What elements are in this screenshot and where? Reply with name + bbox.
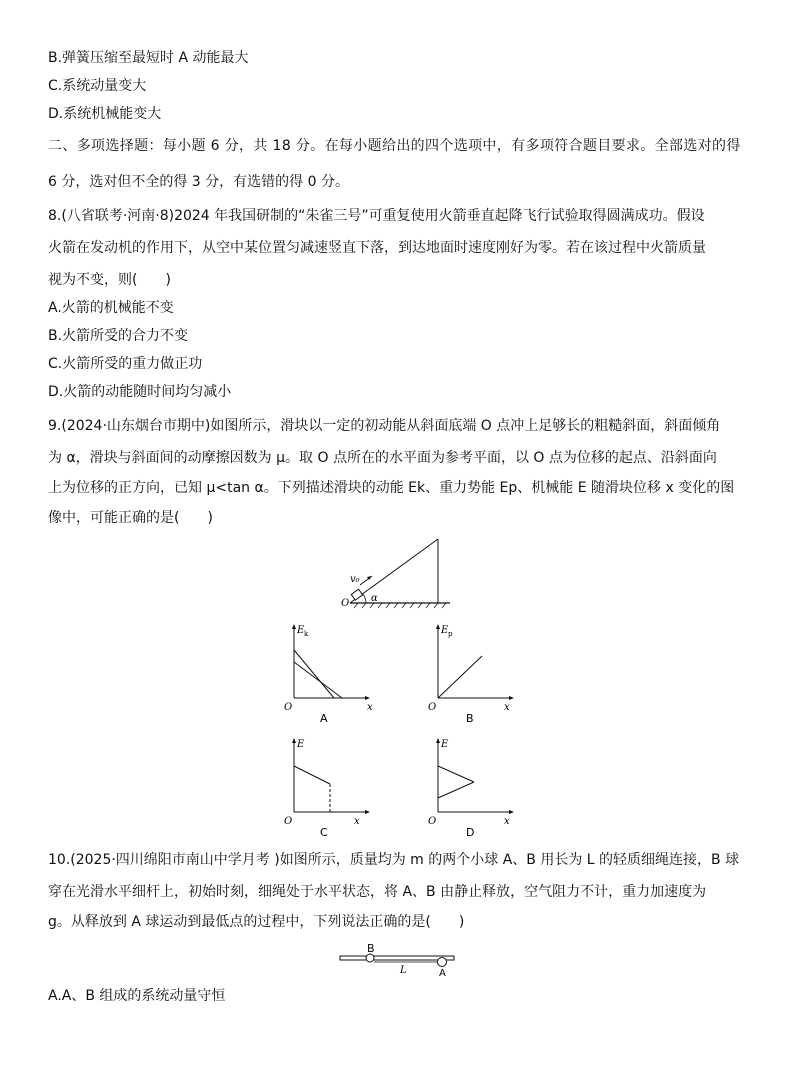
graph-b-line (438, 656, 482, 698)
v0-label: v₀ (350, 574, 360, 585)
graph-d-y-arrow (436, 738, 440, 743)
q8-stem-line-1: 8.(八省联考·河南·8)2024 年我国研制的“朱雀三号”可重复使用火箭垂直起降飞行试验取得圆满成功。假设 (48, 208, 705, 224)
q9-stem-line-3: 上为位移的正方向，已知 μ<tan α。下列描述滑块的动能 Ek、重力势能 Ep、机械能 E 随滑块位移 x 变化的图 (48, 480, 735, 496)
graph-b-x-arrow (509, 696, 514, 700)
graph-a (282, 620, 382, 732)
q10-option-a: A.A、B 组成的系统动量守恒 (48, 988, 226, 1004)
graph-b (426, 620, 526, 732)
q10-stem-line-1: 10.(2025·四川绵阳市南山中学月考 )如图所示，质量均为 m 的两个小球 A、B 用长为 L 的轻质细绳连接，B 球 (48, 852, 740, 868)
graph-a-y-arrow (292, 624, 296, 629)
graph-a-ysub: k (304, 630, 309, 638)
graph-a-ylabel: E (297, 625, 305, 636)
graph-a-xlabel: x (367, 702, 373, 713)
q8-stem-line-3: 视为不变，则( ) (48, 272, 171, 288)
slider-block (351, 589, 362, 600)
graph-c-y-arrow (292, 738, 296, 743)
q9-stem-line-2: 为 α，滑块与斜面间的动摩擦因数为 μ。取 O 点所在的水平面为参考平面，以 O 点为位移的起点、沿斜面向 (48, 450, 717, 466)
graph-c-caption: C (320, 826, 328, 839)
q9-stem-line-4: 像中，可能正确的是( ) (48, 510, 213, 526)
ball-b (366, 954, 374, 962)
section-2-heading: 二、多项选择题：每小题 6 分，共 18 分。在每小题给出的四个选项中，有多项符合题目要求。全部选对的得 (48, 138, 741, 154)
graph-d-x-arrow (509, 810, 514, 814)
graph-b-xlabel: x (504, 702, 510, 713)
q9-stem-line-1: 9.(2024·山东烟台市期中)如图所示，滑块以一定的初动能从斜面底端 O 点冲上足够长的粗糙斜面，斜面倾角 (48, 418, 721, 434)
graph-a-line-up (294, 650, 334, 698)
q8-option-a: A.火箭的机械能不变 (48, 300, 174, 316)
incline-figure (340, 535, 455, 610)
graph-d-line-back (438, 782, 474, 798)
graph-c-xlabel: x (354, 816, 360, 827)
graph-d (426, 734, 526, 846)
graph-c-line (294, 766, 330, 784)
q10-stem-line-2: 穿在光滑水平细杆上，初始时刻，细绳处于水平状态，将 A、B 由静止释放，空气阻力不计，重力加速度为 (48, 884, 707, 900)
ball-a (438, 958, 447, 967)
graph-c (282, 734, 382, 846)
graph-d-ylabel: E (441, 739, 449, 750)
graph-b-ysub: p (448, 630, 453, 638)
graph-a-line-down (294, 662, 342, 698)
q10-stem-line-3: g。从释放到 A 球运动到最低点的过程中，下列说法正确的是( ) (48, 914, 465, 930)
q8-stem-line-2: 火箭在发动机的作用下，从空中某位置匀减速竖直下落，到达地面时速度刚好为零。若在该过程中火箭质量 (48, 240, 706, 256)
section-2-scoring: 6 分，选对但不全的得 3 分，有选错的得 0 分。 (48, 174, 349, 190)
graph-b-origin: O (428, 702, 437, 713)
graph-b-y-arrow (436, 624, 440, 629)
q8-option-d: D.火箭的动能随时间均匀减小 (48, 384, 232, 400)
angle-arc (363, 594, 366, 603)
incline-origin-label: O (341, 598, 350, 609)
q7-option-c: C.系统动量变大 (48, 78, 147, 94)
q8-option-b: B.火箭所受的合力不变 (48, 328, 189, 344)
graph-a-origin: O (284, 702, 293, 713)
q7-option-d: D.系统机械能变大 (48, 106, 162, 122)
graph-d-xlabel: x (504, 816, 510, 827)
ground-hatching (354, 603, 446, 608)
horizontal-rod (340, 956, 454, 960)
graph-c-ylabel: E (297, 739, 305, 750)
graph-c-x-arrow (365, 810, 370, 814)
ball-a-label: A (439, 968, 446, 976)
graph-b-caption: B (466, 712, 474, 725)
incline-slope (350, 539, 438, 603)
graph-d-origin: O (428, 816, 437, 827)
graph-d-caption: D (466, 826, 475, 839)
ball-b-label: B (367, 942, 375, 955)
graph-a-caption: A (320, 712, 328, 725)
q8-option-c: C.火箭所受的重力做正功 (48, 356, 203, 372)
graph-a-x-arrow (365, 696, 370, 700)
graph-c-origin: O (284, 816, 293, 827)
graph-d-line-out (438, 766, 474, 782)
graph-b-ylabel: E (441, 625, 449, 636)
angle-alpha-label: α (371, 593, 378, 604)
q7-option-b: B.弹簧压缩至最短时 A 动能最大 (48, 50, 249, 66)
rod-figure (336, 940, 458, 976)
string-length-label: L (400, 965, 407, 976)
